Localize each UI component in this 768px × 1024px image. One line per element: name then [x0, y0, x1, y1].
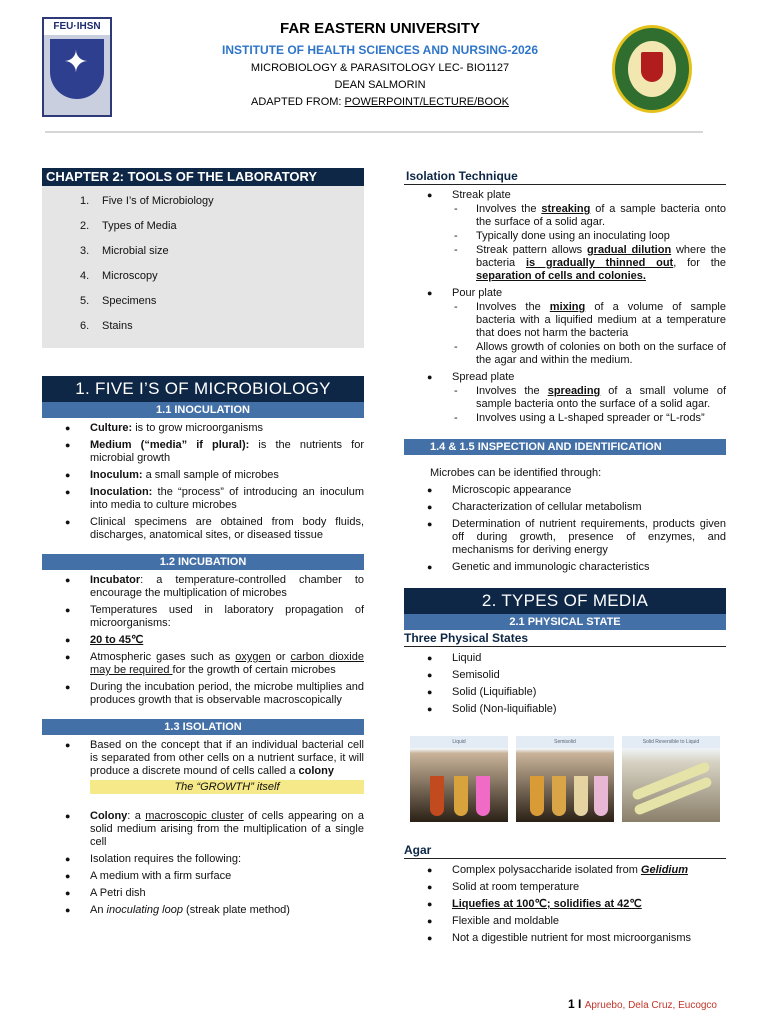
- list-item: ● Characterization of cellular metabolism: [404, 501, 726, 514]
- subsection-physical-state: 2.1 PHYSICAL STATE: [404, 614, 726, 630]
- isolation-list: [42, 739, 364, 778]
- page-header: [0, 0, 768, 135]
- toc-item: 4. Microscopy: [80, 270, 158, 282]
- table-of-contents: [42, 186, 364, 348]
- list-item: ● Based on the concept that if an individual bacterial cell is separated from other cells on a nutrient surface, it will produce a discrete mound of cells called a colony: [42, 739, 364, 778]
- institute-name: INSTITUTE OF HEALTH SCIENCES AND NURSING-2026: [221, 43, 539, 57]
- inspection-list: [404, 484, 726, 574]
- physical-states-list: [404, 652, 726, 716]
- list-item: ● Inoculation: the “process” of introducing an inoculum into media to culture microbes: [42, 486, 364, 512]
- list-item: ● Isolation requires the following:: [42, 853, 364, 866]
- page-footer: 1 I Apruebo, Dela Cruz, Eucogco: [568, 997, 717, 1011]
- list-item: - Involves using a L-shaped spreader or “L-rods”: [452, 412, 726, 425]
- figure-panel-semisolid: Semisolid: [516, 736, 614, 822]
- agar-list: [404, 864, 726, 945]
- list-item: ● An inoculating loop (streak plate method): [42, 904, 364, 917]
- agar-heading: Agar: [404, 842, 726, 859]
- list-item: ● Semisolid: [404, 669, 726, 682]
- subsection-inoculation: 1.1 INOCULATION: [42, 402, 364, 418]
- list-item: - Involves the mixing of a volume of sample bacteria with a liquified medium at a temperature that does not harm the bacteria: [452, 301, 726, 340]
- spread-plate-details: [452, 385, 726, 425]
- media-states-figure: [410, 736, 720, 826]
- feu-ihsn-logo: [42, 17, 112, 117]
- course-title: MICROBIOLOGY & PARASITOLOGY LEC- BIO1127: [250, 62, 510, 74]
- isolation-technique-heading: Isolation Technique: [404, 168, 726, 185]
- inspection-intro: Microbes can be identified through:: [430, 467, 602, 479]
- list-item: - Involves the streaking of a sample bacteria onto the surface of a solid agar.: [452, 203, 726, 229]
- university-name: FAR EASTERN UNIVERSITY: [279, 20, 481, 37]
- section-title-types-media: 2. TYPES OF MEDIA: [404, 588, 726, 614]
- list-item: - Involves the spreading of a small volume of sample bacteria onto the surface of a solid agar.: [452, 385, 726, 411]
- inoculation-list: [42, 422, 364, 542]
- toc-item: 3. Microbial size: [80, 245, 169, 257]
- list-item: ● During the incubation period, the microbe multiplies and produces growth that is observable macroscopically: [42, 681, 364, 707]
- list-item: ● Determination of nutrient requirements, products given off during growth, presence of enzymes, and mechanisms for deriving energy: [404, 518, 726, 557]
- list-item: ● Microscopic appearance: [404, 484, 726, 497]
- list-item: - Streak pattern allows gradual dilution where the bacteria is gradually thinned out, for the separation of cells and colonies.: [452, 244, 726, 283]
- shield-icon: [641, 52, 663, 82]
- list-item: ● Not a digestible nutrient for most microorganisms: [404, 932, 726, 945]
- list-item: ● Complex polysaccharide isolated from Gelidium: [404, 864, 726, 877]
- list-item: ● Medium (“media” if plural): is the nutrients for microbial growth: [42, 439, 364, 465]
- list-item: ● Temperatures used in laboratory propagation of microorganisms:: [42, 604, 364, 630]
- chapter-title: CHAPTER 2: TOOLS OF THE LABORATORY: [42, 168, 364, 186]
- list-item: - Typically done using an inoculating loop: [452, 230, 726, 243]
- list-item: ● Incubator: a temperature-controlled chamber to encourage the multiplication of microbes: [42, 574, 364, 600]
- right-column: [404, 168, 726, 949]
- author-name: DEAN SALMORIN: [334, 79, 426, 91]
- list-item: ● Pour plate - Involves the mixing of a volume of sample bacteria with a liquified medium at a temperature that does not harm the bacteria - Allows growth of colonies on both on the surface of the agar and within the medium.: [404, 287, 726, 367]
- logo-text: FEU·IHSN: [44, 19, 110, 35]
- list-item: ● Streak plate - Involves the streaking of a sample bacteria onto the surface of a solid agar. - Typically done using an inoculating loop - Streak pattern allows gradual dilution where the bacteria is gradually thinned out, for the separation of cells and colonies.: [404, 189, 726, 283]
- subsection-inspection: 1.4 & 1.5 INSPECTION AND IDENTIFICATION: [404, 439, 726, 455]
- incubation-list: [42, 574, 364, 707]
- list-item: ● Liquefies at 100℃; solidifies at 42℃: [404, 898, 726, 911]
- streak-plate-details: [452, 203, 726, 283]
- list-item: ● Inoculum: a small sample of microbes: [42, 469, 364, 482]
- toc-item: 5. Specimens: [80, 295, 157, 307]
- subsection-incubation: 1.2 INCUBATION: [42, 554, 364, 570]
- list-item: ● Liquid: [404, 652, 726, 665]
- list-item: ● A Petri dish: [42, 887, 364, 900]
- toc-item: 2. Types of Media: [80, 220, 177, 232]
- isolation-list-2: [42, 810, 364, 917]
- feu-seal-logo: [612, 25, 692, 113]
- list-item: ● Clinical specimens are obtained from body fluids, discharges, anatomical sites, or diseased tissue: [42, 516, 364, 542]
- list-item: ● Colony: a macroscopic cluster of cells appearing on a solid medium arising from the multiplication of a single cell: [42, 810, 364, 849]
- list-item: ● Spread plate - Involves the spreading of a small volume of sample bacteria onto the surface of a solid agar. - Involves using a L-shaped spreader or “L-rods”: [404, 371, 726, 425]
- toc-item: 1. Five I’s of Microbiology: [80, 195, 214, 207]
- figure-panel-liquid: Liquid: [410, 736, 508, 822]
- star-icon: ✦: [63, 46, 89, 79]
- adapted-from: ADAPTED FROM: POWERPOINT/LECTURE/BOOK: [251, 96, 509, 108]
- list-item: ● Solid (Liquifiable): [404, 686, 726, 699]
- list-item: ● Culture: is to grow microorganisms: [42, 422, 364, 435]
- header-divider: [45, 131, 703, 133]
- list-item: ● 20 to 45℃: [42, 634, 364, 647]
- pour-plate-details: [452, 301, 726, 367]
- toc-item: 6. Stains: [80, 320, 133, 332]
- page-number: 1: [568, 997, 575, 1011]
- physical-states-heading: Three Physical States: [404, 630, 726, 647]
- left-column: [42, 168, 364, 921]
- list-item: ● Genetic and immunologic characteristics: [404, 561, 726, 574]
- list-item: ● Solid (Non-liquifiable): [404, 703, 726, 716]
- list-item: ● Flexible and moldable: [404, 915, 726, 928]
- list-item: ● A medium with a firm surface: [42, 870, 364, 883]
- list-item: ● Atmospheric gases such as oxygen or carbon dioxide may be required for the growth of certain microbes: [42, 651, 364, 677]
- list-item: - Allows growth of colonies on both on the surface of the agar and within the medium.: [452, 341, 726, 367]
- section-title-five-is: 1. FIVE I’S OF MICROBIOLOGY: [42, 376, 364, 402]
- figure-panel-solid: Solid Reversible to Liquid: [622, 736, 720, 822]
- subsection-isolation: 1.3 ISOLATION: [42, 719, 364, 735]
- growth-highlight: The “GROWTH” itself: [90, 780, 364, 794]
- isolation-technique-list: [404, 189, 726, 425]
- list-item: ● Solid at room temperature: [404, 881, 726, 894]
- footer-authors: Apruebo, Dela Cruz, Eucogco: [584, 1000, 717, 1011]
